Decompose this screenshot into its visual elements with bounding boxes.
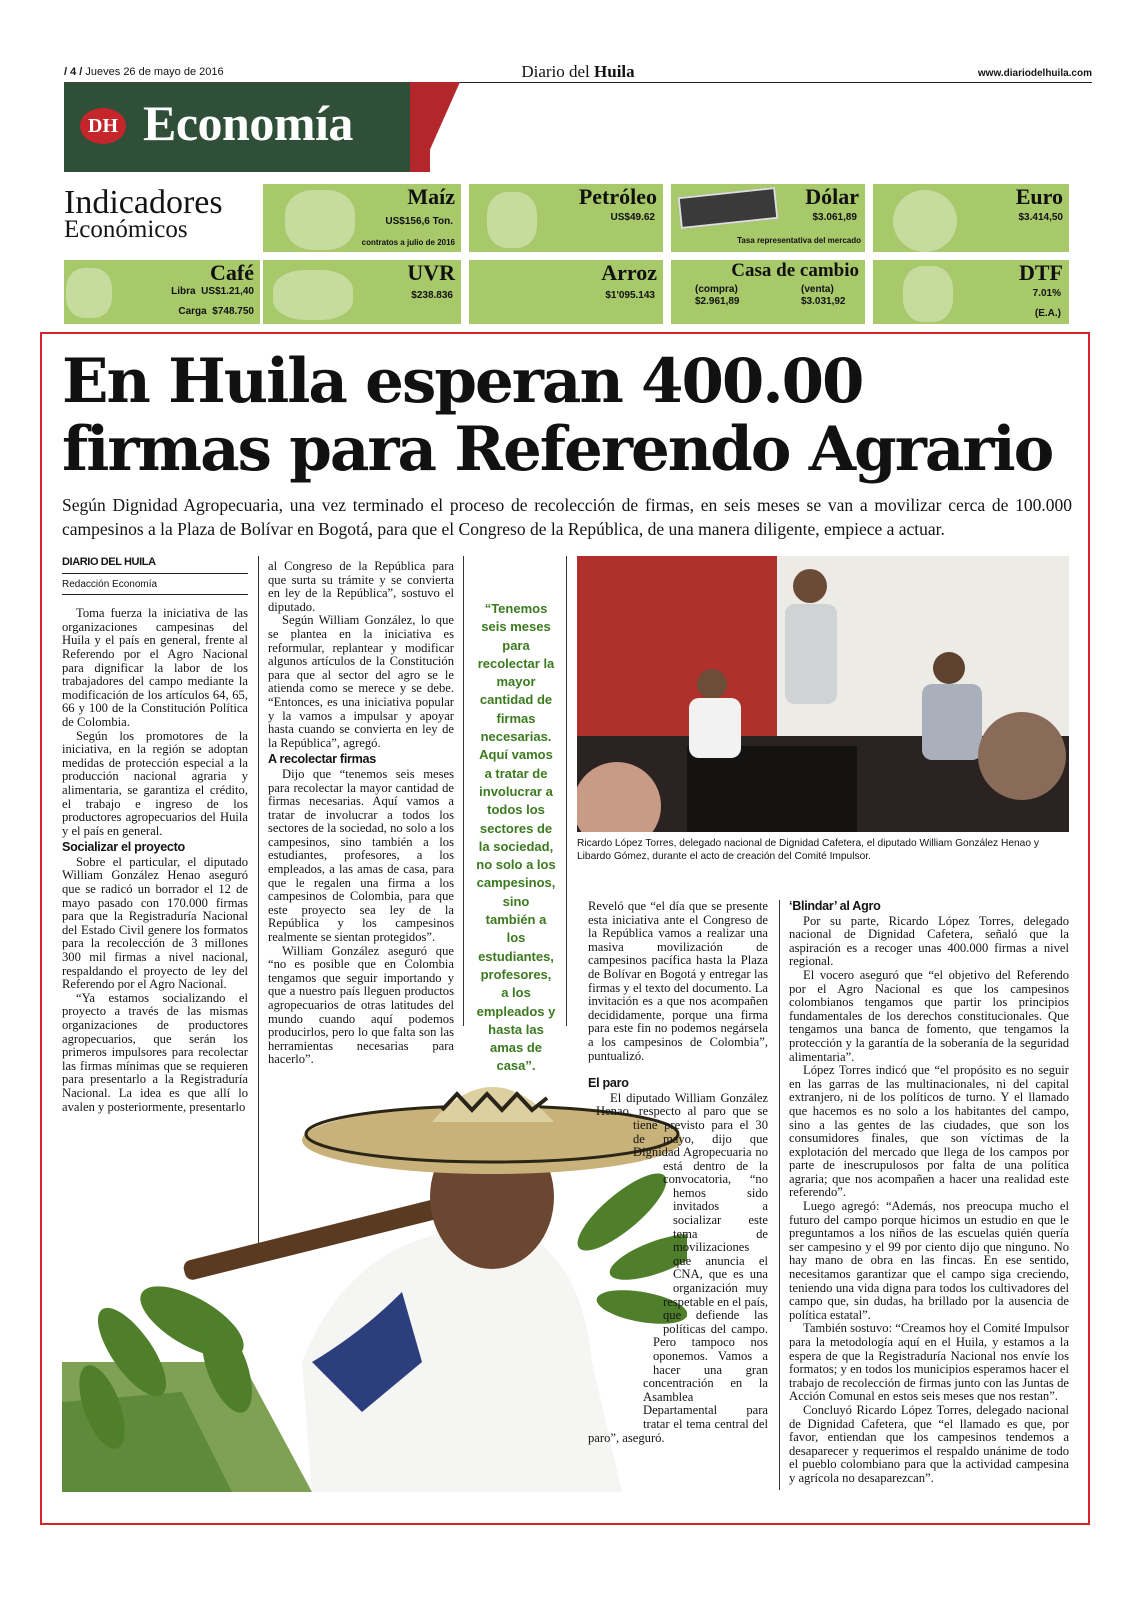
photo-caption: Ricardo López Torres, delegado nacional de Dignidad Cafetera, el diputado William González Henao y Libardo Gómez, durante el acto de creación del Comité Impulsor.: [577, 838, 1039, 862]
dollar-sign-icon: [903, 266, 953, 322]
subhead-blindar: ‘Blindar’ al Agro: [789, 899, 881, 913]
column-rule-3: [566, 556, 567, 1026]
article-column-4: [588, 900, 768, 1445]
cambio-compra-label: (compra): [695, 284, 738, 295]
paragraph: Reveló que “el día que se presente esta iniciativa ante el Congreso de la República vamos a realizar una masiva movilización de campesinos pacífica hasta la Plaza de Bolívar en Bogotá y entregar las firmas y el texto del documento. La invitación es a que nos acompañen decididamente, porque una firma para este fin no podemos negársela a los campesinos de Colombia”, puntualizó.: [588, 899, 768, 1063]
article-column-5: [789, 900, 1069, 1486]
cafe-carga-value: $748.750: [212, 306, 254, 317]
indicator-euro: [873, 184, 1069, 252]
dolar-label: Dólar: [805, 184, 859, 209]
paragraph: Dijo que “tenemos seis meses para recolectar la mayor cantidad de firmas necesarias. Aquí vamos a tratar de involucrar a todos los sectores de la sociedad, no solo a los campesinos, sino también a los estudiantes, profesores, a los empleados, a las amas de casa, para que le regalen una firma a los campesinos de Colombia, para que este proyecto sea ley de la República y los campesinos realmente se sientan protegidos”.: [268, 766, 454, 945]
masthead-part-2: Huila: [594, 62, 635, 81]
subhead-recolectar: A recolectar firmas: [268, 752, 376, 767]
column-rule-4: [779, 900, 780, 1490]
dtf-value: 7.01%: [1032, 288, 1061, 299]
maiz-value: US$156,6 Ton.: [385, 216, 453, 227]
cafe-label: Café: [210, 260, 254, 285]
paragraph: Según los promotores de la iniciativa, en la región se adoptan medidas de protección especial a la producción nacional agraria y alimentaria, se garantiza el crédito, el trabajo e ingreso de los productores agropecuarios del Huila y el país en general.: [62, 728, 248, 838]
arroz-label: Arroz: [601, 260, 657, 285]
indicator-maiz: [263, 184, 461, 252]
paragraph: También sostuvo: “Creamos hoy el Comité Impulsor para la metodología aquí en el Huila, y estamos a la espera de que la Registraduría Nacional nos envíe los formatos; y en todos los municipios esperamos hacer el trabajo de recolección de firmas junto con las Juntas de Acción Comunal en estos seis meses que nos restan”.: [789, 1321, 1069, 1404]
article-column-2: [268, 560, 454, 1067]
meeting-photo: [577, 556, 1069, 832]
maiz-label: Maíz: [407, 184, 455, 209]
issue-date: Jueves 26 de mayo de 2016: [85, 66, 224, 78]
indicator-dolar: [671, 184, 865, 252]
paragraph: Por su parte, Ricardo López Torres, delegado nacional de Dignidad Cafetera, señaló que la aspiración es a recoger unas 400.000 firmas a nivel regional.: [789, 913, 1069, 969]
subhead-paro: El paro: [588, 1076, 629, 1091]
indicators-title: Indicadores: [64, 184, 223, 221]
page-header-bar: [64, 62, 1092, 83]
page-number: / 4 /: [64, 66, 83, 78]
paragraph: “Ya estamos socializando el proyecto a través de las mismas organizaciones de productores agropecuarios, que serán los primeros impulsores para recolectar las firmas mínimas que se requieren para presentarlo a la Registraduría Nacional. La idea es que allí lo avalen y posteriormente, presentarlo: [62, 990, 248, 1114]
dtf-label: DTF: [1019, 260, 1063, 285]
oil-icon: [487, 192, 537, 248]
petroleo-value: US$49.62: [610, 212, 655, 223]
subhead-socializar: Socializar el proyecto: [62, 840, 185, 855]
cambio-label: Casa de cambio: [731, 260, 859, 281]
paragraph: Toma fuerza la iniciativa de las organizaciones campesinas del Huila y el país en general, frente al Referendo por el Agro Nacional para dignificar la labor de los trabajadores del campo mediante la modificación de los artículos 64, 65, 66 y 100 de la Constitución Política de Colombia.: [62, 606, 248, 729]
paragraph: El diputado William González Henao, respecto al paro que se tiene previsto para el 30 de mayo, dijo que Dignidad Agropecuaria no está dentro de la convocatoria, “no hemos sido invitados a socializar este tema de movilizaciones que anuncia el CNA, que es una organización muy respetable en el país, que defiende las políticas del campo. Pero tampoco nos oponemos. Vamos a hacer una gran concentración en la Asamblea Departamental para tratar el tema central del paro”, aseguró.: [588, 1090, 768, 1445]
indicator-dtf: [873, 260, 1069, 324]
cafe-libra-value: US$1.21,40: [201, 286, 254, 297]
paragraph: Según William González, lo que se plantea en la iniciativa es reformular, replantear y modificar algunos artículos de la Constitución para que al sector del agro se le atienda como se merece y se debe. “Entonces, es una iniciativa popular y la vamos a impulsar y apoyar hasta cuando se convierta en ley de la República”, agregó.: [268, 613, 454, 750]
paragraph: William González aseguró que “no es posible que en Colombia tengamos que seguir importando y que a nuestro país lleguen productos agropecuarios de otras latitudes del mundo cuando aquí podemos producirlos, pero lo que falta son las herramientas necesarias para hacerlo”.: [268, 943, 454, 1067]
dtf-note: (E.A.): [1034, 308, 1061, 319]
petroleo-label: Petróleo: [578, 184, 657, 209]
maiz-note: contratos a julio de 2016: [361, 238, 455, 247]
indicator-petroleo: [469, 184, 663, 252]
indicator-uvr: [263, 260, 461, 324]
coffee-icon: [66, 268, 112, 318]
paragraph: al Congreso de la República para que surta su trámite y se convierta en ley de la República”, sostuvo el diputado.: [268, 559, 454, 614]
byline: DIARIO DEL HUILA: [62, 556, 248, 574]
section-title: Economía: [143, 95, 353, 151]
masthead: [64, 62, 1092, 82]
paragraph: Luego agregó: “Además, nos preocupa mucho el futuro del campo porque hicimos un estudio en que le preguntamos a los niños de las escuelas quién quería ser campesino y el 99 por ciento dijo que ninguno. No hay mano de obra en las fincas. En ese sentido, necesitamos garantizar que el campo siga creciendo, teniendo una vida digna para todos los cultivadores del campo que, sin dudas, ha brillado por la ausencia de política estatal”.: [789, 1199, 1069, 1322]
euro-icon: [893, 190, 957, 252]
column-rule-2: [463, 556, 464, 1026]
dolar-value: $3.061,89: [812, 212, 857, 223]
corn-icon: [285, 190, 355, 250]
banknotes-icon: [678, 187, 779, 229]
arroz-value: $1'095.143: [605, 290, 655, 301]
indicator-casa-de-cambio: [671, 260, 865, 324]
website-url: www.diariodelhuila.com: [977, 68, 1092, 79]
paragraph: Sobre el particular, el diputado William González Henao aseguró que se radicó un borrador el 12 de mayo pasado con 170.000 firmas para que la Registraduría Nacional del Estado Civil genere los formatos para la recolección de 3 millones 300 mil firmas a nivel nacional, respaldando el proyecto de ley del Referendo por el Agro Nacional.: [62, 854, 248, 992]
indicator-cafe: [64, 260, 260, 324]
cambio-venta-value: $3.031,92: [801, 296, 846, 307]
cafe-libra-label: Libra: [171, 286, 196, 297]
paragraph: Concluyó Ricardo López Torres, delegado nacional de Dignidad Cafetera, que “el llamado es que, por favor, entiendan que los campesinos tendemos a desaparecer y requerimos el respaldo unánime de todo el pueblo colombiano para que la actividad campesina y agrícola no desaparezcan”.: [789, 1402, 1069, 1485]
house-icon: [273, 270, 353, 320]
banner-red-tail: [420, 82, 460, 172]
pull-quote: “Tenemos seis meses para recolectar la mayor cantidad de firmas necesarias. Aquí vamos a tratar de involucrar a todos los sectores de la sociedad, no solo a los campesinos, sino también a los estudiantes, profesores, a los empleados y hasta las amas de casa”.: [476, 601, 556, 1074]
uvr-label: UVR: [407, 260, 455, 285]
indicators-subtitle: Económicos: [64, 216, 188, 243]
desk-credit: Redacción Economía: [62, 578, 248, 596]
cafe-carga-label: Carga: [178, 306, 207, 317]
cambio-venta-label: (venta): [801, 284, 834, 295]
dolar-note: Tasa representativa del mercado: [737, 236, 861, 245]
masthead-part-1: Diario del: [521, 62, 590, 81]
cambio-compra-value: $2.961,89: [695, 296, 740, 307]
paragraph: López Torres indicó que “el propósito es no seguir en las garras de las multinacionales, ni del capital extranjero, ni de los políticos de turno. Y el llamado que hacemos es no solo a los habitantes del campo, sino a las gentes de las ciudades, que son los consumidores finales, que son víctimas de la explotación del mercado que llega de los campos por parte de inescrupulosos por falta de una política agraria; que nos acompañen a hacer una realidad este referendo”.: [789, 1063, 1069, 1200]
dh-logo: DH: [80, 108, 126, 144]
article-headline: En Huila esperan 400.00 firmas para Referendo Agrario: [62, 346, 1053, 485]
indicator-arroz: [469, 260, 663, 324]
article-deck: Según Dignidad Agropecuaria, una vez terminado el proceso de recolección de firmas, en seis meses se van a movilizar cerca de 100.000 campesinos a la Plaza de Bolívar en Bogotá, para que el Congreso de la República, de una manera diligente, empiece a actuar.: [62, 495, 1072, 539]
euro-label: Euro: [1015, 184, 1063, 209]
article-column-1: [62, 556, 248, 1114]
paragraph: El vocero aseguró que “el objetivo del Referendo por el Agro Nacional es que los campesinos colombianos tengamos que partir los principios fundamentales de los derechos constitucionales. Que tengamos una banca de fomento, que tengamos la protección y la garantía de la soberanía de la seguridad alimentaria”.: [789, 967, 1069, 1064]
uvr-value: $238.836: [411, 290, 453, 301]
euro-value: $3.414,50: [1018, 212, 1063, 223]
